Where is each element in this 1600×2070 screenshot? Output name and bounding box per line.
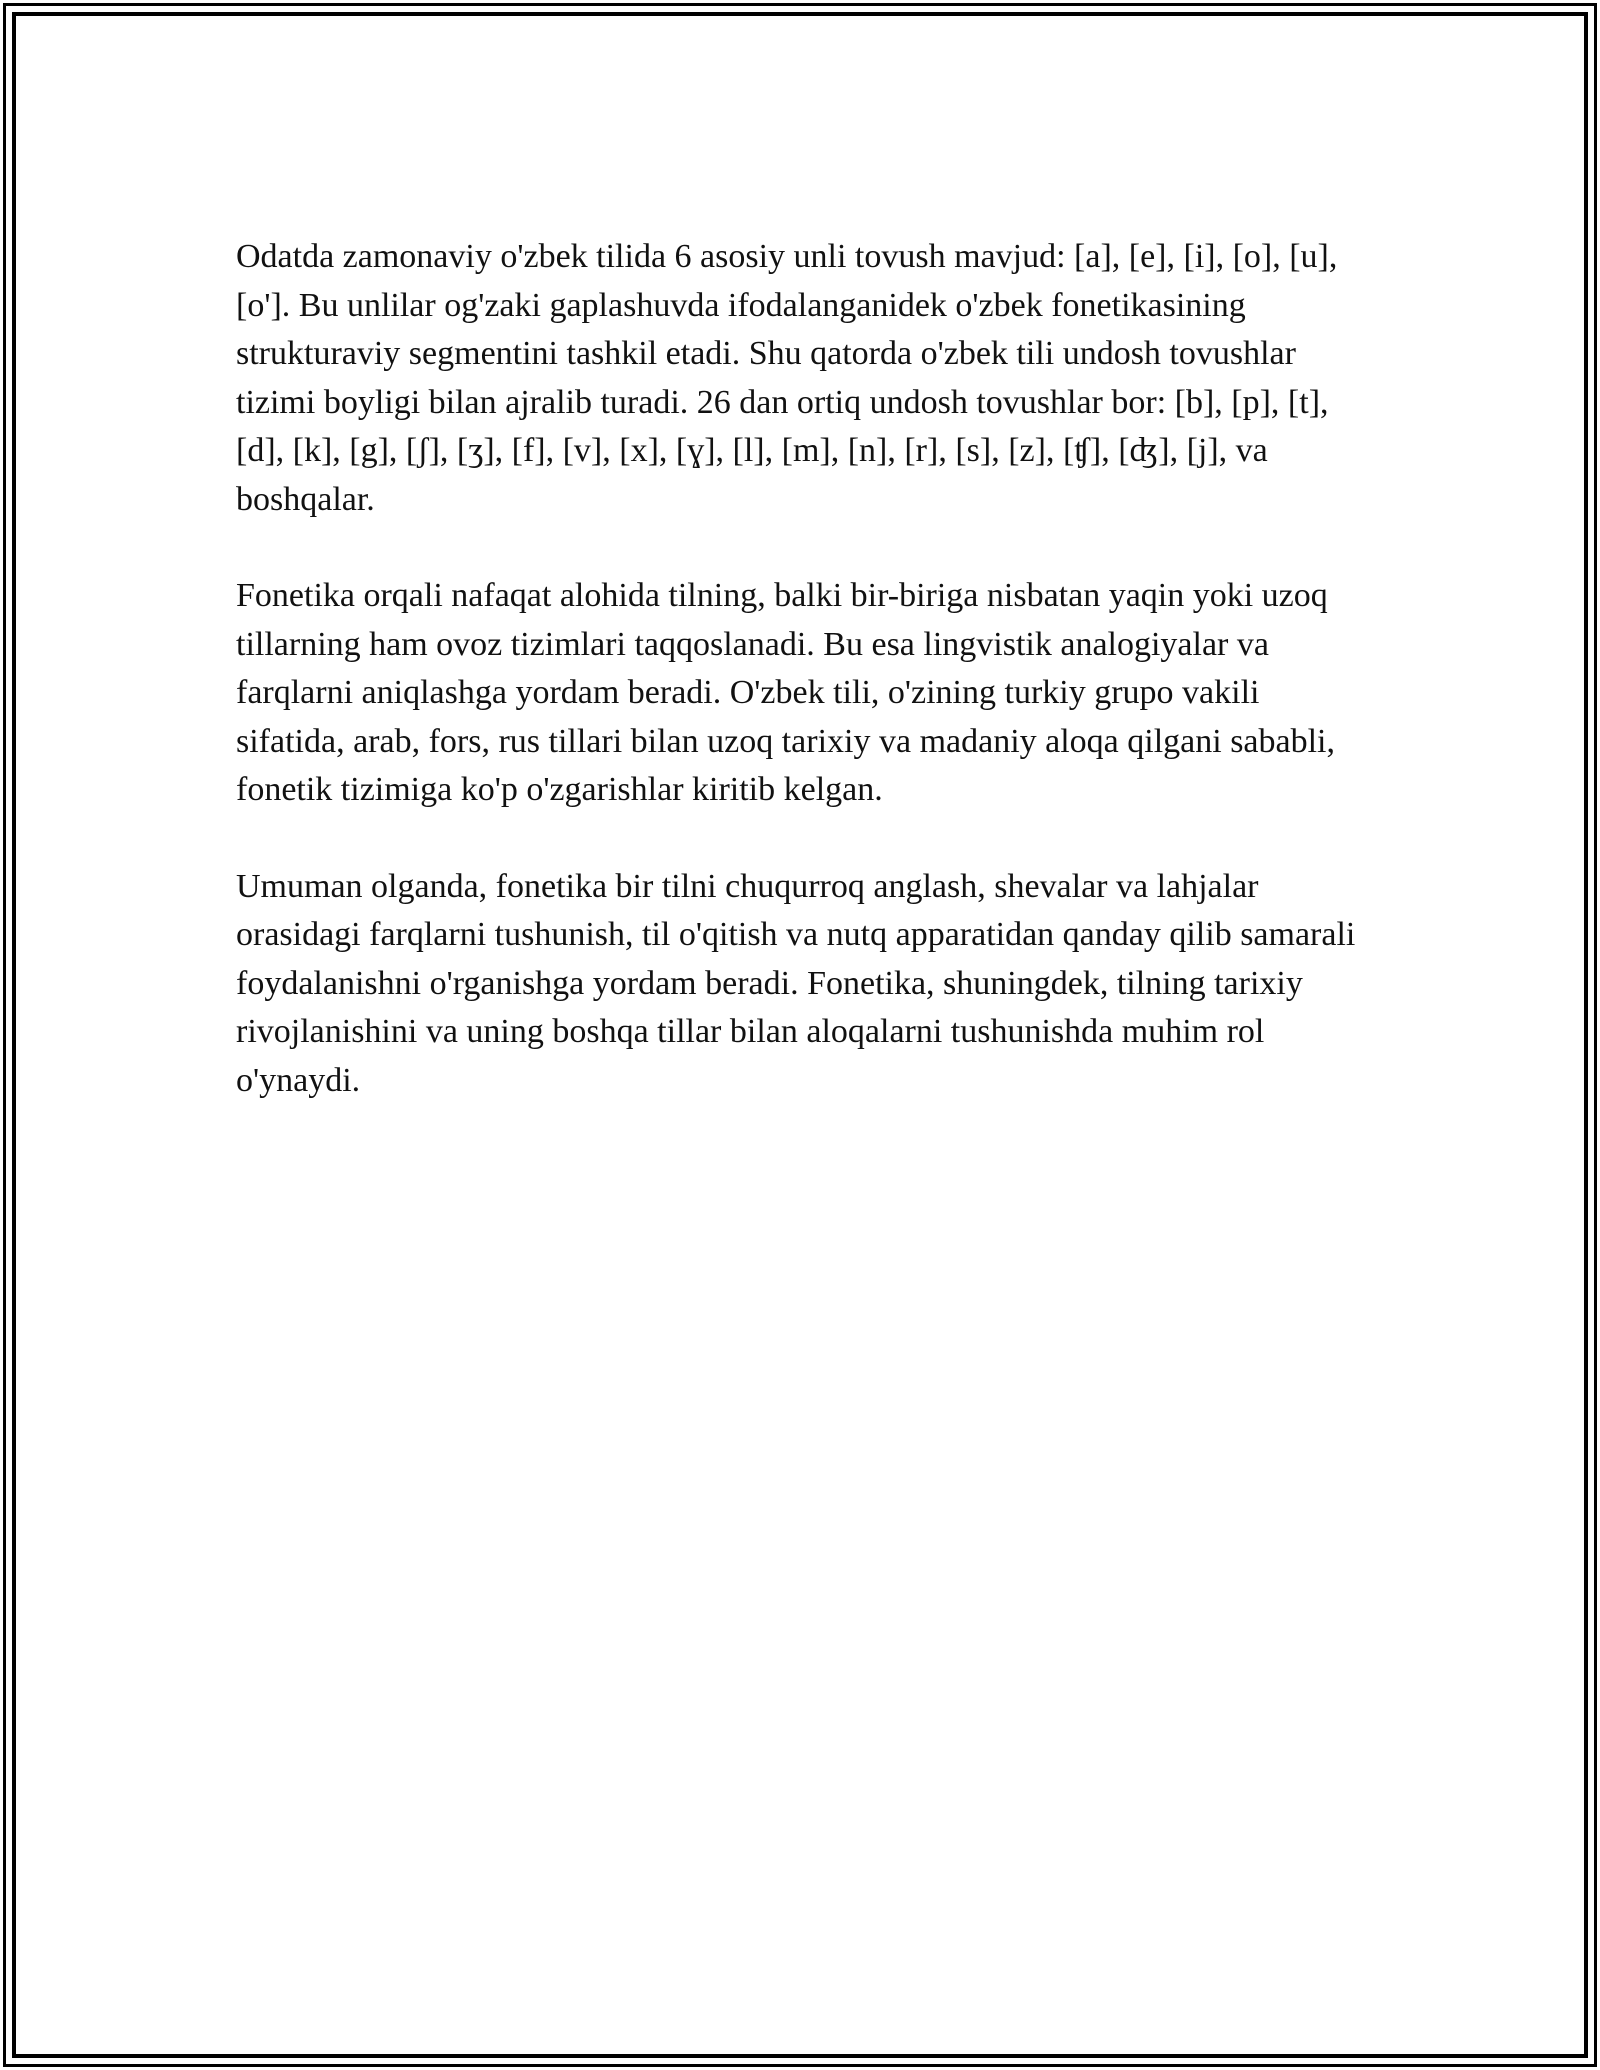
paragraph-vowels-consonants: Odatda zamonaviy o'zbek tilida 6 asosiy unli tovush mavjud: [a], [e], [i], [o], [u], [o']. Bu unlilar og'zaki gaplashuvda ifodalanganidek o'zbek fonetikasining strukturaviy segmentini tashkil etadi. Shu qatorda o'zbek tili undosh tovushlar tizimi boyligi bilan ajralib turadi. 26 dan ortiq undosh tovushlar bor: [b], [p], [t], [d], [k], [g], [ʃ], [ʒ], [f], [v], [x], [ɣ], [l], [m], [n], [r], [s], [z], [ʧ], [ʤ], [j], va boshqalar. (236, 238, 1338, 518)
document-body (236, 233, 1376, 1153)
paragraph-comparison: Fonetika orqali nafaqat alohida tilning, balki bir-biriga nisbatan yaqin yoki uzoq tillarning ham ovoz tizimlari taqqoslanadi. Bu esa lingvistik analogiyalar va farqlarni aniqlashga yordam beradi. O'zbek tili, o'zining turkiy grupo vakili sifatida, arab, fors, rus tillari bilan uzoq tarixiy va madaniy aloqa qilgani sababli, fonetik tizimiga ko'p o'zgarishlar kiritib kelgan. (236, 577, 1336, 808)
paragraph-conclusion: Umuman olganda, fonetika bir tilni chuqurroq anglash, shevalar va lahjalar orasidagi farqlarni tushunish, til o'qitish va nutq apparatidan qanday qilib samarali foydalanishni o'rganishga yordam beradi. Fonetika, shuningdek, tilning tarixiy rivojlanishini va uning boshqa tillar bilan aloqalarni tushunishda muhim rol o'ynaydi. (236, 867, 1356, 1099)
